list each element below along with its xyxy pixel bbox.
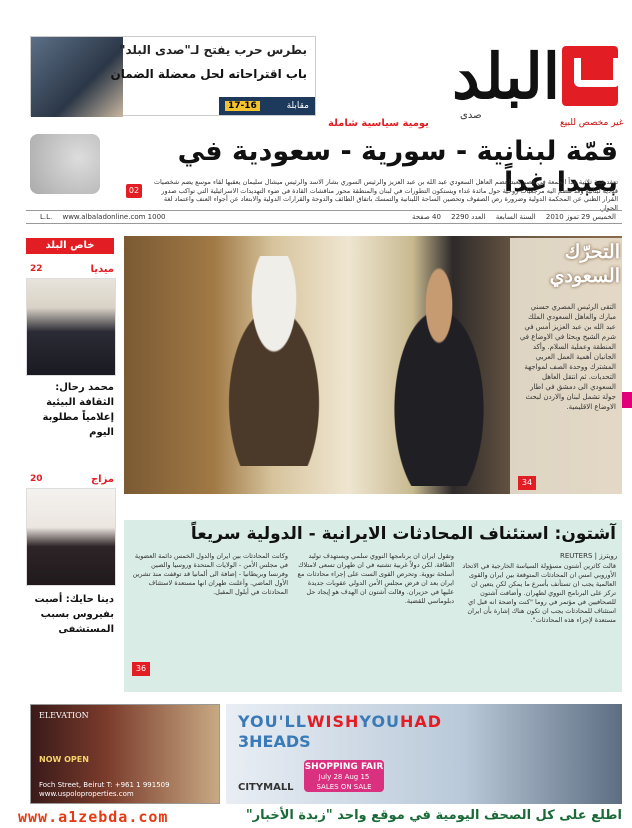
edge-marker	[622, 392, 632, 408]
ad-line1-c: YOU	[359, 712, 401, 731]
feature-page-badge[interactable]: 34	[518, 476, 536, 490]
not-for-sale-label: غير مخصص للبيع	[560, 118, 624, 128]
ad-line1-b: WISH	[306, 712, 360, 731]
masthead-logo[interactable]: البلد	[452, 40, 560, 113]
footer-url[interactable]: www.a1zebda.com	[18, 808, 169, 826]
sidebar-caption-media[interactable]: محمد رحال: الثقافة البيئية إعلامياً مطلوبة اليوم	[42, 382, 114, 438]
issue-year: السنة السابعة	[495, 213, 536, 221]
fair-dates: July 28 Aug 15	[318, 773, 370, 781]
story2-page-badge[interactable]: 36	[132, 662, 150, 676]
masthead-sada: صدى	[460, 110, 482, 121]
masthead-logo-icon	[562, 46, 618, 106]
promo-tag: مقابلة	[286, 101, 309, 111]
ad-polo[interactable]	[30, 704, 220, 804]
ad-polo-brand: ELEVATION	[39, 711, 89, 720]
sidebar-header: خاص البلد	[26, 238, 114, 254]
sidebar-section-media[interactable]: ميديا	[90, 264, 114, 275]
sidebar-photo-rahal[interactable]	[26, 278, 116, 376]
masthead-tagline: يومية سياسية شاملة	[328, 118, 429, 129]
ad-line1-d: HAD	[400, 712, 443, 731]
ad-citymall[interactable]	[226, 704, 622, 804]
promo-tag-bar	[219, 97, 315, 115]
promo-pages: 17-16	[225, 101, 260, 111]
footer-promo[interactable]: اطلع على كل الصحف اليومية في موقع واحد "زبدة الأخبار"	[245, 808, 622, 823]
headline-lead: تعقد قمة ثلاثية غداً الجمعة في قصر بعبدا تضم العاهل السعودي عبد الله بن عبد العزيز والرئيس السوري بشار الاسد والرئيس ميشال سليمان يعقبها لقاء موسع يضم شخصيات قيادية لبنانية وقد تنضم اليه مرجعيات روحية حول مائدة غداء ويستكون التطورات في لبنان والمنطقة محور مناقشات القادة في ضوء التهديدات الاسرائيلية التي تواكب صدور القرار الظني عن المحكمة الدولية وضرورة رص الصفوف وتحصين الساحة اللبنانية والتمسك باتفاق الطائف والدوحة والقرارات الدولية والابتعاد عن أجواء العنف واعتماد لغة الحوار.	[153, 178, 618, 212]
watermark-logo-icon	[30, 134, 100, 194]
story2-source: رويترز | REUTERS	[560, 552, 618, 560]
date-strip	[26, 210, 622, 224]
sidebar-page-media: 22	[30, 264, 43, 274]
citymall-logo: CITYMALL	[238, 782, 294, 793]
promo-photo	[31, 37, 123, 117]
story2-col3: وكانت المحادثات بين ايران والدول الخمس دائمة العضوية في مجلس الأمن - الولايات المتحدة وروسيا والصين وفرنسا وبريطانيا - إضافة الى ألمانيا قد توقفت منذ تشرين الأول الماضي. وأعلنت طهران انها مستعدة لاستئناف المحادثات في أيلول المقبل.	[132, 552, 288, 596]
ad-polo-address: Foch Street, Beirut T: +961 1 991509 www.uspoloproperties.com	[39, 781, 170, 798]
promo-banner[interactable]	[30, 36, 316, 116]
shopping-fair-badge	[304, 760, 384, 792]
sidebar-caption-mood[interactable]: دينا حايك: أصبت بفيروس بسبب المستشفى	[34, 594, 114, 635]
sidebar-page-mood: 20	[30, 474, 43, 484]
promo-line2: باب اقتراحاته لحل معضلة الضمان	[110, 67, 307, 81]
ad-citymall-line1	[238, 712, 442, 731]
story2-col2: وتقول ايران ان برنامجها النووي سلمي ويستهدف توليد الطاقة. لكن دولاً غربية تشتبه في ان طهران تسعى لامتلاك أسلحة نووية. وتحرص القوى الست على إجراء محادثات مع ايران بعد ان فرض مجلس الأمن الدولي عقوبات جديدة عليها في حزيران. وقالت آشتون ان الهدف هو إيجاد حل دبلوماسي للقضية.	[297, 552, 454, 605]
issue-number: العدد 2290	[451, 213, 486, 221]
sidebar-section-mood[interactable]: مزاج	[90, 474, 114, 485]
fair-sub: SALES ON SALE	[316, 783, 372, 791]
sidebar-photo-haik[interactable]	[26, 488, 116, 586]
headline-page-badge[interactable]: 02	[126, 184, 142, 198]
story2-headline[interactable]: آشتون: استئناف المحادثات الايرانية - الدولية سريعاً	[190, 524, 616, 544]
issue-pages: 40 صفحة	[412, 213, 441, 221]
feature-text: التقى الرئيس المصري حسني مبارك والعاهل السعودي الملك عبد الله بن عبد العزيز أمس في شرم الشيخ وبحثا في الاوضاع في المنطقة وعملية السلام. وأكد الجانبان أهمية العمل العربي المشترك ووحدة الصف لمواجهة التحديات. ثم انتقل العاهل السعودي الى دمشق في اطار جولة تشمل لبنان والاردن لبحث الاوضاع الاقليمية.	[519, 303, 616, 411]
ad-polo-open: NOW OPEN	[39, 755, 89, 764]
photo-figure-right	[374, 266, 504, 486]
promo-line1: بطرس حرب يفتح لـ"صدى البلد"	[119, 43, 307, 57]
fair-title: SHOPPING FAIR	[304, 762, 384, 772]
main-headline[interactable]: قمّة لبنانية - سورية - سعودية في بعبدا غداً	[177, 136, 618, 198]
story2-col1: قالت كاثرين آشتون مسؤولة السياسة الخارجية في الاتحاد الأوروبي امس ان المحادثات المتوقعة بين ايران والقوى العالمية يجب ان تستأنف بأسرع ما يمكن لكن يتعين ان تركز على البرنامج النووي لطهران. وأضافت آشتون للصحافيين في مؤتمر في روما "كنت واضحة انه قبل اي استئناف للمحادثات يجب ان تكون هناك إشارة بأن ايران مستعدة لإجراء هذه المحادثات".	[462, 562, 616, 624]
photo-figure-left	[204, 256, 344, 466]
ad-line1-a: YOU'LL	[238, 712, 307, 731]
ad-citymall-line2: 3HEADS	[238, 732, 311, 751]
feature-title[interactable]: التحرّك السعودي	[549, 241, 620, 287]
issue-date: الخميس 29 تموز 2010	[545, 213, 616, 221]
site-url[interactable]: www.albaladonline.com	[62, 213, 146, 221]
issue-price: 1000 L.L.	[40, 213, 166, 221]
